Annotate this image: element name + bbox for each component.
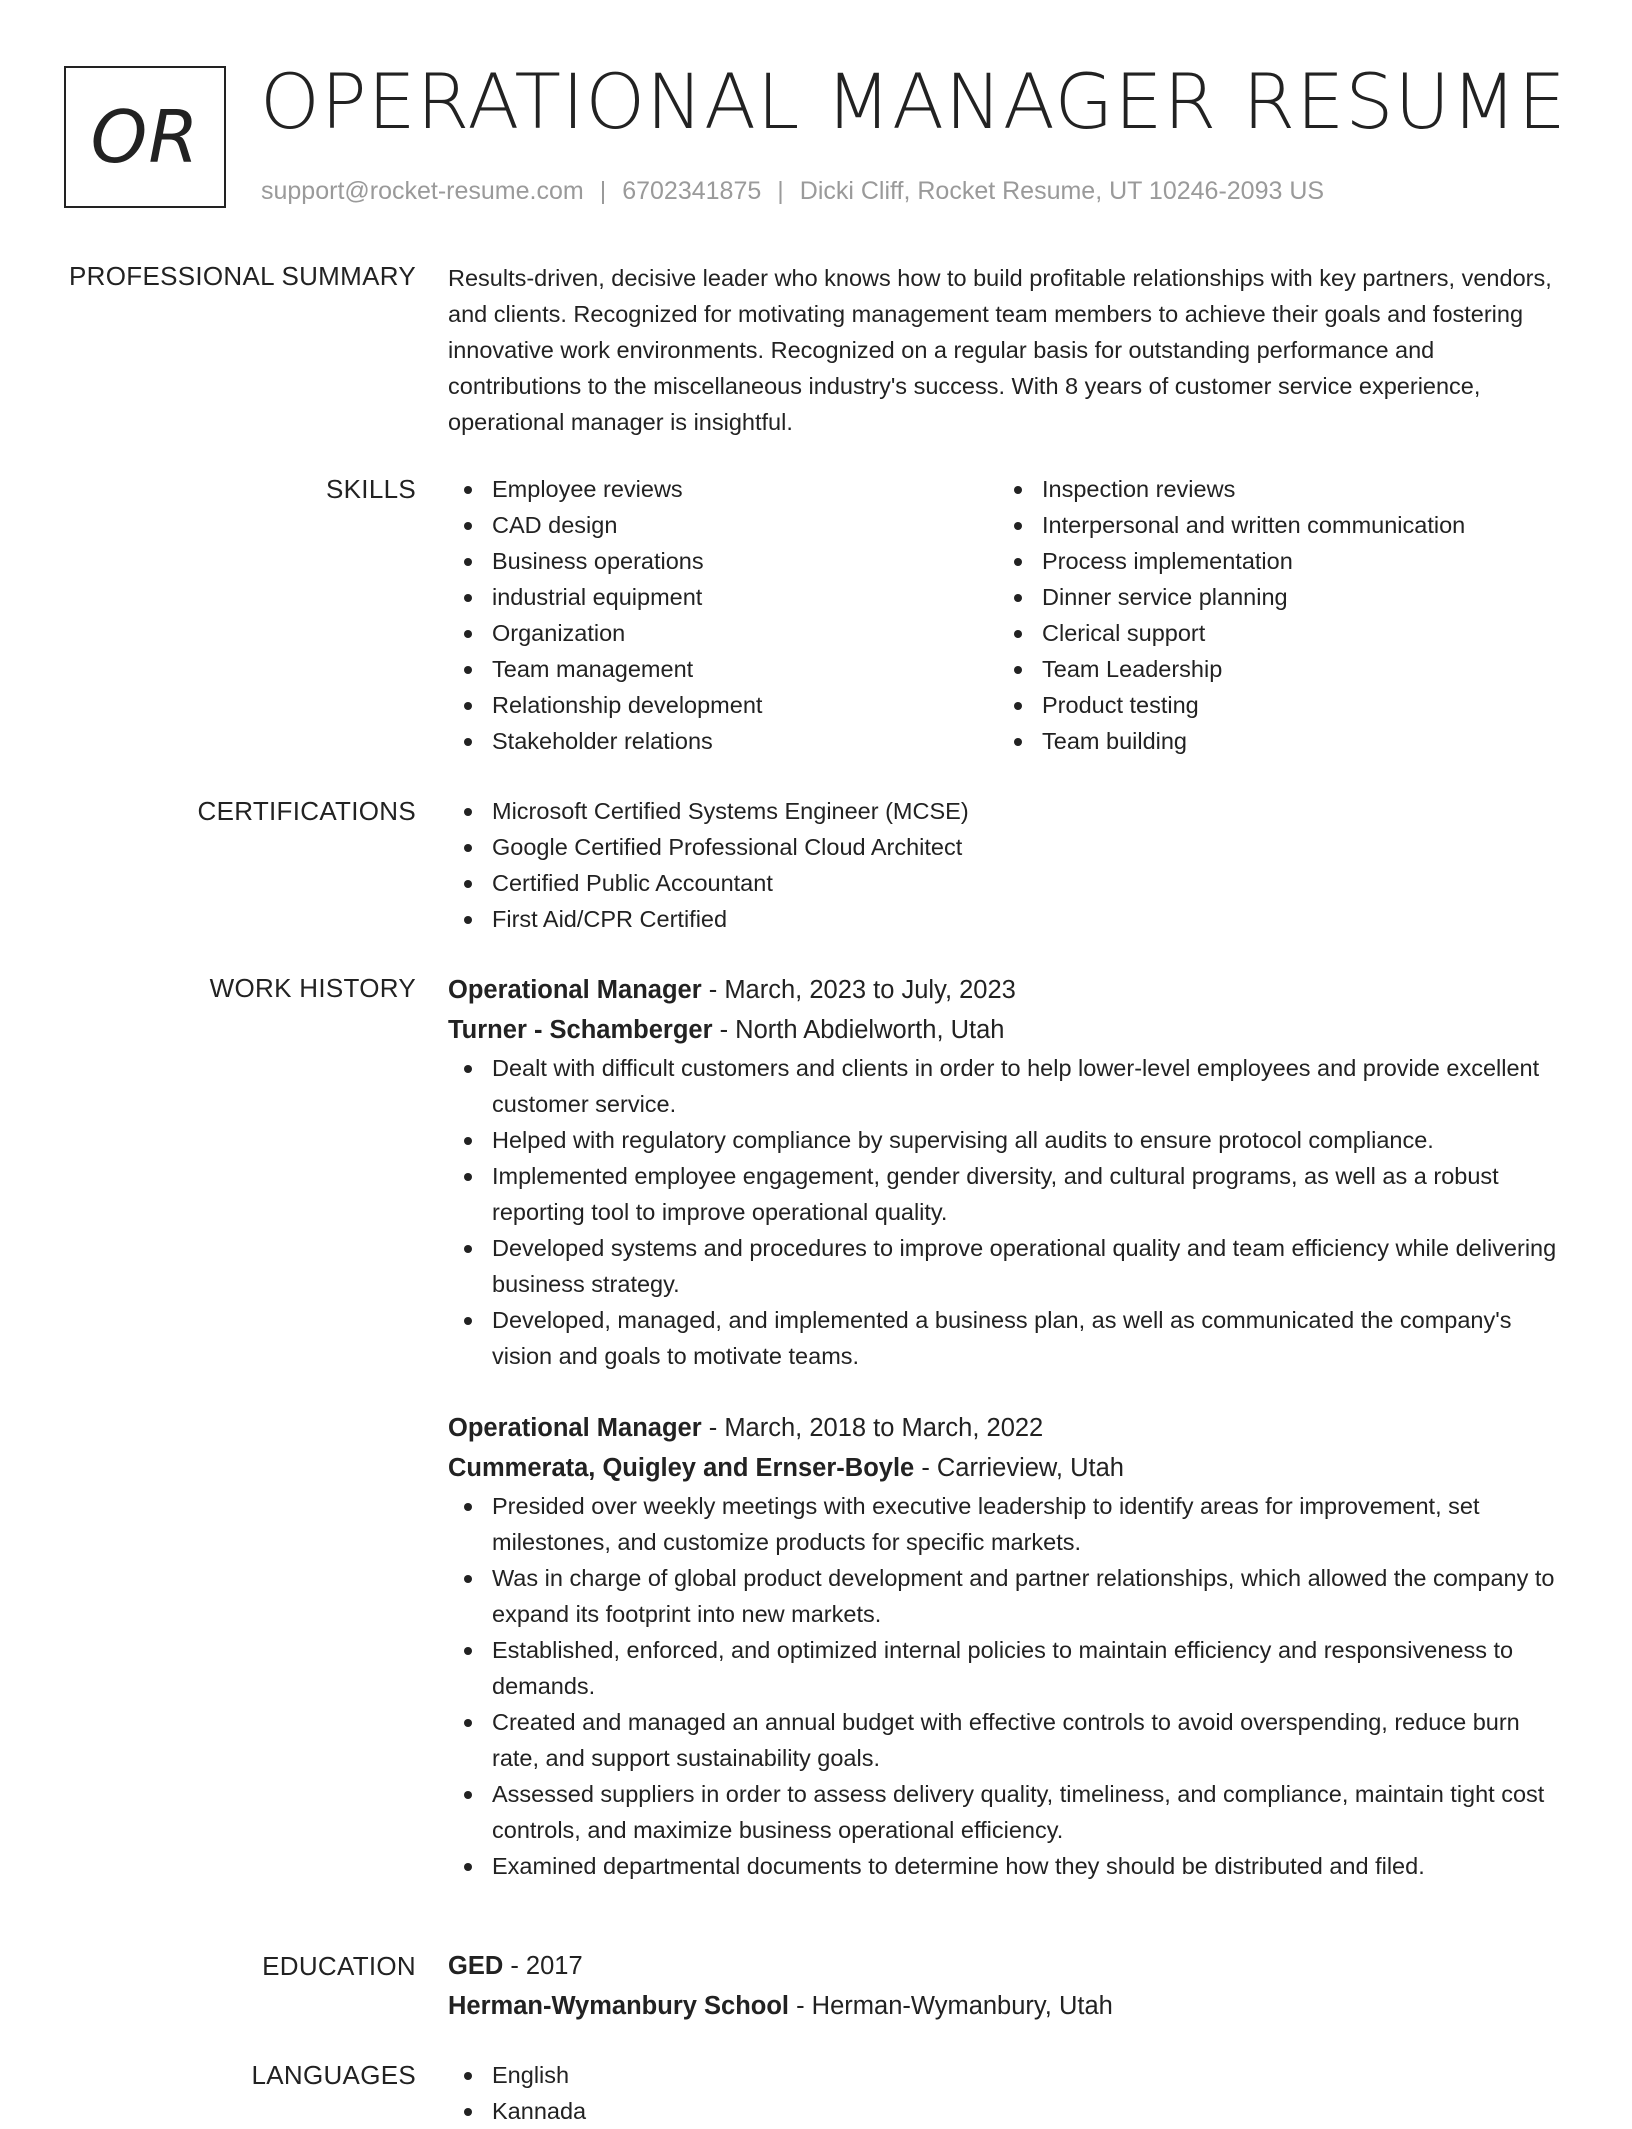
job-duty: Dealt with difficult customers and clients in order to help lower-level employees and provide excellent customer service. (448, 1050, 1568, 1122)
certifications-body (448, 793, 1568, 937)
school-location: - Herman-Wymanbury, Utah (789, 1992, 1113, 2020)
job-location: - Carrieview, Utah (914, 1454, 1124, 1482)
languages-list (448, 2057, 1568, 2129)
skill-item: Relationship development (448, 687, 998, 723)
job-duty: Helped with regulatory compliance by supervising all audits to ensure protocol compliance. (448, 1122, 1568, 1158)
monogram-logo: OR (64, 66, 226, 208)
job-title-line (448, 1408, 1568, 1448)
job-company-line (448, 1448, 1568, 1488)
school-line (448, 1986, 1568, 2026)
job-duty: Created and managed an annual budget with effective controls to avoid overspending, reduce burn rate, and support sustainability goals. (448, 1704, 1568, 1776)
degree: GED (448, 1952, 504, 1980)
job-entry (448, 1408, 1568, 1884)
section-heading-certifications: CERTIFICATIONS (197, 796, 416, 826)
certification-item: Google Certified Professional Cloud Architect (448, 829, 1568, 865)
job-duty: Implemented employee engagement, gender diversity, and cultural programs, as well as a robust reporting tool to improve operational quality. (448, 1158, 1568, 1230)
summary-text: Results-driven, decisive leader who knows how to build profitable relationships with key partners, vendors, and clients. Recognized for motivating management team members to achieve their goals and fostering innovative work environments. Recognized on a regular basis for outstanding performance and contributions to the miscellaneous industry's success. With 8 years of customer service experience, operational manager is insightful. (448, 265, 1552, 435)
job-dates: - March, 2023 to July, 2023 (701, 976, 1016, 1004)
section-heading-education: EDUCATION (262, 1951, 416, 1981)
skill-item: industrial equipment (448, 579, 998, 615)
skill-item: Team Leadership (998, 651, 1548, 687)
education-body (448, 1946, 1568, 2026)
skill-item: Team management (448, 651, 998, 687)
job-title: Operational Manager (448, 1414, 702, 1442)
contact-separator: | (777, 177, 784, 205)
job-title-line (448, 970, 1568, 1010)
job-company: Cummerata, Quigley and Ernser-Boyle (448, 1454, 915, 1482)
section-heading-work-history: WORK HISTORY (209, 973, 416, 1003)
skill-item: CAD design (448, 507, 998, 543)
job-location: - North Abdielworth, Utah (712, 1016, 1005, 1044)
skill-item: Employee reviews (448, 471, 998, 507)
school-name: Herman-Wymanbury School (448, 1992, 790, 2020)
skill-item: Process implementation (998, 543, 1548, 579)
job-company: Turner - Schamberger (448, 1016, 713, 1044)
skill-item: Organization (448, 615, 998, 651)
contact-phone: 6702341875 (622, 177, 762, 205)
contact-separator: | (599, 177, 607, 205)
degree-line (448, 1946, 1568, 1986)
graduation-year: - 2017 (503, 1952, 583, 1980)
skill-item: Product testing (998, 687, 1548, 723)
page-title: OPERATIONAL MANAGER RESUME (260, 57, 1567, 146)
job-duties-list (448, 1050, 1568, 1374)
job-duties-list (448, 1488, 1568, 1884)
job-duty: Developed, managed, and implemented a business plan, as well as communicated the company's vision and goals to motivate teams. (448, 1302, 1568, 1374)
job-duty: Presided over weekly meetings with executive leadership to identify areas for improvement, set milestones, and customize products for specific markets. (448, 1488, 1568, 1560)
job-entry (448, 970, 1568, 1374)
contact-address: Dicki Cliff, Rocket Resume, UT 10246-2093 US (799, 177, 1325, 205)
job-duty: Developed systems and procedures to improve operational quality and team efficiency while delivering business strategy. (448, 1230, 1568, 1302)
job-duty: Established, enforced, and optimized internal policies to maintain efficiency and responsiveness to demands. (448, 1632, 1568, 1704)
skill-item: Clerical support (998, 615, 1548, 651)
job-dates: - March, 2018 to March, 2022 (701, 1414, 1044, 1442)
job-duty: Was in charge of global product development and partner relationships, which allowed the company to expand its footprint into new markets. (448, 1560, 1568, 1632)
section-heading-summary: PROFESSIONAL SUMMARY (69, 261, 416, 291)
certification-item: Microsoft Certified Systems Engineer (MCSE) (448, 793, 1568, 829)
contact-email: support@rocket-resume.com (261, 177, 584, 205)
section-heading-languages: LANGUAGES (251, 2060, 416, 2090)
skill-item: Dinner service planning (998, 579, 1548, 615)
languages-body (448, 2057, 1568, 2129)
summary-body (448, 260, 1568, 440)
job-title: Operational Manager (448, 976, 702, 1004)
job-duty: Examined departmental documents to determine how they should be distributed and filed. (448, 1848, 1568, 1884)
skills-list-right (998, 471, 1548, 759)
skill-item: Stakeholder relations (448, 723, 998, 759)
certification-item: Certified Public Accountant (448, 865, 1568, 901)
certification-item: First Aid/CPR Certified (448, 901, 1568, 937)
work-history-body (448, 970, 1568, 1884)
language-item: English (448, 2057, 1568, 2093)
skills-columns (448, 471, 1568, 759)
skill-item: Team building (998, 723, 1548, 759)
certifications-list (448, 793, 1568, 937)
job-duty: Assessed suppliers in order to assess delivery quality, timeliness, and compliance, maintain tight cost controls, and maximize business operational efficiency. (448, 1776, 1568, 1848)
section-heading-skills: SKILLS (326, 474, 416, 504)
contact-line (261, 173, 1324, 209)
language-item: Kannada (448, 2093, 1568, 2129)
skills-list-left (448, 471, 998, 759)
skill-item: Interpersonal and written communication (998, 507, 1548, 543)
skill-item: Business operations (448, 543, 998, 579)
skill-item: Inspection reviews (998, 471, 1548, 507)
job-company-line (448, 1010, 1568, 1050)
